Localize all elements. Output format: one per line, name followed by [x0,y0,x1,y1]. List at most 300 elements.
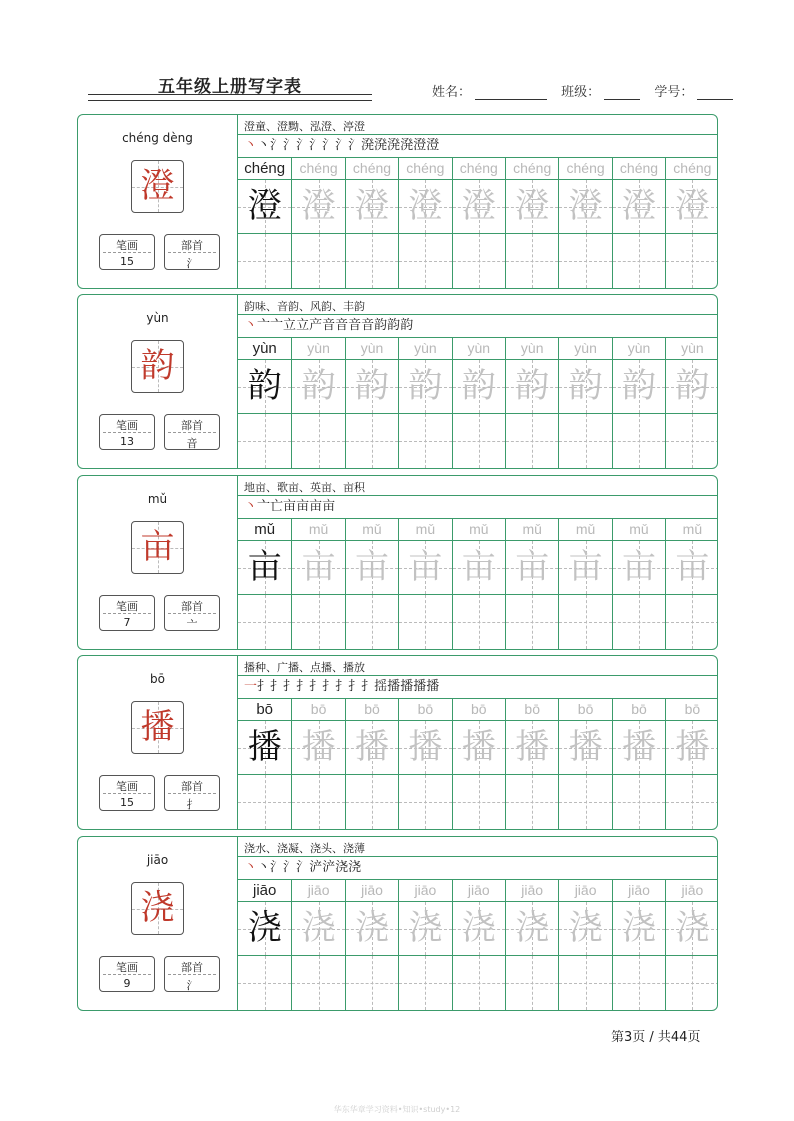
practice-cell[interactable] [452,699,505,829]
stroke-step: 扌 [270,679,284,694]
trace-box[interactable] [346,541,398,595]
trace-character: 澄 [621,186,656,226]
practice-cell[interactable] [291,519,344,649]
stroke-count-label: 笔画 [116,419,138,432]
name-field[interactable] [475,85,547,100]
trace-box[interactable] [559,902,611,956]
practice-cell[interactable] [612,158,665,288]
trace-character: 澄 [515,186,550,226]
trace-character: 播 [675,727,710,767]
trace-character: 浇 [515,908,550,948]
practice-cell[interactable] [558,519,611,649]
trace-pinyin: bō [292,699,344,721]
empty-writing-box[interactable] [453,956,505,1010]
stroke-step: 氵 [296,860,310,875]
empty-writing-box[interactable] [399,414,451,468]
practice-panel [238,476,717,649]
trace-box[interactable] [506,541,558,595]
practice-grid [238,880,717,1010]
model-character: 浇 [247,908,282,948]
character-glyph: 澄 [140,166,175,206]
empty-writing-box[interactable] [613,414,665,468]
empty-writing-box[interactable] [399,775,451,829]
empty-writing-box[interactable] [506,775,558,829]
empty-writing-box[interactable] [666,414,718,468]
student-info-fields [432,81,743,100]
character-info-panel [78,837,238,1010]
trace-character: 播 [461,727,496,767]
stroke-step: 扌 [283,679,297,694]
stroke-step: 澄 [426,138,440,153]
practice-cell[interactable] [291,158,344,288]
example-words: 澄童、澄黝、泓澄、渟澄 [244,120,365,133]
class-label: 班级： [561,85,601,100]
trace-pinyin: chéng [292,158,344,180]
stroke-count-value: 13 [120,435,134,448]
trace-pinyin: bō [399,699,451,721]
empty-writing-box[interactable] [613,595,665,649]
empty-writing-box[interactable] [506,414,558,468]
trace-pinyin: jiāo [453,880,505,902]
stroke-step: 亠 [270,318,284,333]
practice-cell[interactable] [665,519,718,649]
trace-character: 亩 [301,547,336,587]
trace-character: 亩 [675,547,710,587]
stroke-step: 氵 [283,860,297,875]
empty-writing-box[interactable] [346,956,398,1010]
model-pinyin: mǔ [238,519,291,541]
radical-value: 扌 [186,798,198,811]
empty-writing-box[interactable] [238,595,291,649]
trace-box[interactable] [238,902,291,956]
empty-writing-box[interactable] [666,956,718,1010]
empty-writing-box[interactable] [559,414,611,468]
trace-pinyin: bō [346,699,398,721]
practice-cell[interactable] [665,880,718,1010]
character-entry [77,114,718,289]
trace-character: 亩 [621,547,656,587]
radical-label: 部首 [181,600,203,613]
trace-box[interactable] [613,180,665,234]
number-field[interactable] [697,85,733,100]
trace-character: 澄 [408,186,443,226]
model-character: 澄 [247,186,282,226]
practice-cell[interactable] [612,880,665,1010]
practice-cell[interactable] [505,880,558,1010]
stroke-step: 溌 [374,138,388,153]
stroke-order [244,317,413,335]
practice-cell[interactable] [505,158,558,288]
trace-pinyin: jiāo [399,880,451,902]
trace-box[interactable] [453,541,505,595]
trace-box[interactable] [613,360,665,414]
practice-cell[interactable] [612,338,665,468]
empty-writing-box[interactable] [453,414,505,468]
trace-pinyin: chéng [506,158,558,180]
empty-writing-box[interactable] [506,956,558,1010]
trace-character: 浇 [568,908,603,948]
empty-writing-box[interactable] [346,234,398,288]
trace-box[interactable] [238,180,291,234]
practice-cell[interactable] [558,699,611,829]
trace-box[interactable] [666,902,718,956]
practice-cell[interactable] [345,699,398,829]
practice-cell[interactable] [345,338,398,468]
trace-box[interactable] [613,541,665,595]
trace-box[interactable] [238,360,291,414]
example-words: 地亩、歌亩、英亩、亩积 [244,481,365,494]
trace-pinyin: yùn [399,338,451,360]
trace-character: 澄 [461,186,496,226]
trace-box[interactable] [399,721,451,775]
trace-box[interactable] [238,541,291,595]
trace-box[interactable] [346,902,398,956]
trace-box[interactable] [559,360,611,414]
empty-writing-box[interactable] [506,234,558,288]
trace-character: 澄 [568,186,603,226]
trace-character: 韵 [568,366,603,406]
trace-character: 浇 [408,908,443,948]
trace-box[interactable] [292,360,344,414]
stroke-order [244,859,361,877]
practice-cell[interactable] [238,158,291,288]
character-info-panel [78,115,238,288]
trace-box[interactable] [346,721,398,775]
character-display-box [131,340,184,393]
stroke-step: 丶 [244,499,258,514]
practice-cell[interactable] [398,699,451,829]
practice-cell[interactable] [238,338,291,468]
footer-watermark-text: 华东华章学习资料•知识•study•12 [333,1105,461,1114]
stroke-step: 亩 [309,499,323,514]
stroke-step: 播 [426,679,440,694]
practice-cell[interactable] [238,519,291,649]
empty-writing-box[interactable] [346,775,398,829]
example-words: 浇水、浇凝、浇头、浇薄 [244,842,365,855]
trace-pinyin: jiāo [292,880,344,902]
character-pinyin: jiāo [146,853,169,867]
trace-box[interactable] [613,902,665,956]
stroke-count-value: 9 [123,977,131,990]
stroke-step: 音 [335,318,349,333]
practice-cell[interactable] [238,699,291,829]
trace-character: 亩 [354,547,389,587]
character-entry [77,655,718,830]
trace-box[interactable] [559,721,611,775]
stroke-step: 浇 [335,860,349,875]
character-entry [77,475,718,650]
trace-box[interactable] [292,721,344,775]
stroke-step: 丶 [244,860,258,875]
empty-writing-box[interactable] [292,775,344,829]
empty-writing-box[interactable] [346,595,398,649]
trace-box[interactable] [666,360,718,414]
trace-box[interactable] [666,180,718,234]
trace-pinyin: mǔ [666,519,718,541]
model-pinyin: bō [238,699,291,721]
practice-cell[interactable] [452,519,505,649]
trace-box[interactable] [346,360,398,414]
trace-character: 亩 [515,547,550,587]
stroke-count-label: 笔画 [116,961,138,974]
radical-value: 音 [186,437,198,450]
stroke-order [244,498,335,516]
empty-writing-box[interactable] [453,234,505,288]
trace-pinyin: mǔ [559,519,611,541]
trace-box[interactable] [399,541,451,595]
stroke-step: 播 [387,679,401,694]
model-character: 韵 [247,366,282,406]
practice-cell[interactable] [238,880,291,1010]
empty-writing-box[interactable] [613,956,665,1010]
trace-box[interactable] [399,180,451,234]
stroke-step: 氵 [296,138,310,153]
practice-panel [238,656,717,829]
trace-pinyin: bō [559,699,611,721]
trace-character: 澄 [301,186,336,226]
empty-writing-box[interactable] [506,595,558,649]
trace-character: 播 [408,727,443,767]
trace-character: 韵 [461,366,496,406]
empty-writing-box[interactable] [453,595,505,649]
trace-pinyin: yùn [453,338,505,360]
stroke-step: 立 [283,318,297,333]
stroke-step: 韵 [400,318,414,333]
trace-pinyin: yùn [346,338,398,360]
radical-label: 部首 [181,780,203,793]
practice-cell[interactable] [505,699,558,829]
trace-pinyin: yùn [292,338,344,360]
practice-cell[interactable] [345,519,398,649]
empty-writing-box[interactable] [346,414,398,468]
practice-cell[interactable] [665,158,718,288]
trace-box[interactable] [506,902,558,956]
character-info-panel [78,295,238,468]
trace-character: 澄 [675,186,710,226]
stroke-step: 氵 [348,138,362,153]
empty-writing-box[interactable] [238,775,291,829]
empty-writing-box[interactable] [453,775,505,829]
character-glyph: 亩 [140,527,175,567]
title-underline [88,94,372,101]
stroke-count-label: 笔画 [116,600,138,613]
empty-writing-box[interactable] [559,956,611,1010]
character-display-box [131,521,184,574]
practice-cell[interactable] [452,158,505,288]
model-character: 亩 [247,547,282,587]
trace-pinyin: mǔ [613,519,665,541]
page-title: 五年级上册写字表 [158,77,302,97]
stroke-step: 韵 [387,318,401,333]
stroke-step: 溌 [400,138,414,153]
class-field[interactable] [604,85,640,100]
empty-writing-box[interactable] [666,775,718,829]
character-info-panel [78,476,238,649]
practice-cell[interactable] [291,699,344,829]
trace-pinyin: bō [506,699,558,721]
empty-writing-box[interactable] [559,595,611,649]
trace-box[interactable] [292,902,344,956]
radical-label: 部首 [181,961,203,974]
empty-writing-box[interactable] [292,414,344,468]
trace-box[interactable] [292,541,344,595]
stroke-step: 亩 [296,499,310,514]
trace-box[interactable] [453,902,505,956]
character-display-box [131,701,184,754]
empty-writing-box[interactable] [399,595,451,649]
stroke-step: 一 [244,679,258,694]
trace-character: 播 [354,727,389,767]
empty-writing-box[interactable] [399,956,451,1010]
empty-writing-box[interactable] [238,234,291,288]
empty-writing-box[interactable] [613,234,665,288]
trace-character: 韵 [621,366,656,406]
practice-cell[interactable] [558,338,611,468]
stroke-step: 扌 [361,679,375,694]
trace-pinyin: chéng [346,158,398,180]
trace-pinyin: mǔ [346,519,398,541]
radical-value: 氵 [186,979,198,992]
stroke-count-label: 笔画 [116,239,138,252]
trace-box[interactable] [238,721,291,775]
empty-writing-box[interactable] [399,234,451,288]
character-display-box [131,882,184,935]
radical-box [164,595,220,631]
stroke-step: 播 [413,679,427,694]
practice-panel [238,837,717,1010]
model-character: 播 [247,727,282,767]
practice-cell[interactable] [398,158,451,288]
stroke-step: 丶 [257,860,271,875]
trace-box[interactable] [399,360,451,414]
trace-pinyin: mǔ [399,519,451,541]
trace-pinyin: mǔ [292,519,344,541]
trace-character: 亩 [568,547,603,587]
practice-cell[interactable] [398,519,451,649]
trace-character: 播 [301,727,336,767]
page-indicator: 第3页 / 共44页 [611,1030,701,1045]
practice-cell[interactable] [612,699,665,829]
empty-writing-box[interactable] [292,956,344,1010]
practice-cell[interactable] [291,880,344,1010]
practice-cell[interactable] [505,519,558,649]
stroke-step: 音 [322,318,336,333]
practice-cell[interactable] [398,338,451,468]
trace-box[interactable] [453,180,505,234]
trace-pinyin: mǔ [453,519,505,541]
trace-box[interactable] [453,721,505,775]
stroke-step: 浐 [322,860,336,875]
trace-box[interactable] [453,360,505,414]
trace-box[interactable] [346,180,398,234]
trace-character: 亩 [408,547,443,587]
trace-pinyin: chéng [613,158,665,180]
trace-character: 浇 [301,908,336,948]
empty-writing-box[interactable] [559,234,611,288]
stroke-count-box [99,414,155,450]
practice-cell[interactable] [612,519,665,649]
character-entry [77,836,718,1011]
radical-label: 部首 [181,419,203,432]
empty-writing-box[interactable] [238,414,291,468]
practice-cell[interactable] [345,880,398,1010]
practice-cell[interactable] [505,338,558,468]
trace-box[interactable] [666,541,718,595]
stroke-step: 氵 [322,138,336,153]
empty-writing-box[interactable] [666,234,718,288]
empty-writing-box[interactable] [613,775,665,829]
character-pinyin: yùn [146,311,169,325]
trace-character: 韵 [354,366,389,406]
trace-character: 浇 [354,908,389,948]
character-glyph: 浇 [140,888,175,928]
practice-cell[interactable] [665,699,718,829]
trace-pinyin: yùn [559,338,611,360]
trace-box[interactable] [399,902,451,956]
example-words: 播种、广播、点播、播放 [244,661,365,674]
practice-cell[interactable] [452,880,505,1010]
radical-box [164,234,220,270]
stroke-step: 立 [296,318,310,333]
stroke-step: 澄 [413,138,427,153]
trace-box[interactable] [666,721,718,775]
radical-label: 部首 [181,239,203,252]
practice-cell[interactable] [398,880,451,1010]
empty-writing-box[interactable] [559,775,611,829]
trace-pinyin: chéng [559,158,611,180]
trace-pinyin: chéng [453,158,505,180]
trace-character: 韵 [675,366,710,406]
stroke-step: 音 [348,318,362,333]
trace-box[interactable] [506,721,558,775]
trace-box[interactable] [506,180,558,234]
radical-value: 氵 [186,257,198,270]
stroke-step: 揺 [374,679,388,694]
practice-cell[interactable] [665,338,718,468]
practice-grid [238,519,717,649]
practice-cell[interactable] [291,338,344,468]
trace-box[interactable] [559,541,611,595]
trace-character: 浇 [461,908,496,948]
empty-writing-box[interactable] [666,595,718,649]
practice-cell[interactable] [558,880,611,1010]
trace-pinyin: mǔ [506,519,558,541]
practice-cell[interactable] [452,338,505,468]
trace-box[interactable] [613,721,665,775]
name-label: 姓名： [432,85,472,100]
empty-writing-box[interactable] [238,956,291,1010]
character-pinyin: mǔ [147,492,168,506]
practice-grid [238,338,717,468]
stroke-step: 亩 [322,499,336,514]
empty-writing-box[interactable] [292,595,344,649]
stroke-step: 扌 [257,679,271,694]
trace-box[interactable] [559,180,611,234]
radical-box [164,956,220,992]
empty-writing-box[interactable] [292,234,344,288]
trace-pinyin: bō [666,699,718,721]
trace-box[interactable] [292,180,344,234]
trace-box[interactable] [506,360,558,414]
trace-character: 播 [621,727,656,767]
model-pinyin: chéng [238,158,291,180]
stroke-step: 浇 [348,860,362,875]
stroke-count-value: 7 [123,616,131,629]
practice-cell[interactable] [345,158,398,288]
practice-grid [238,699,717,829]
stroke-step: 氵 [335,138,349,153]
practice-cell[interactable] [558,158,611,288]
